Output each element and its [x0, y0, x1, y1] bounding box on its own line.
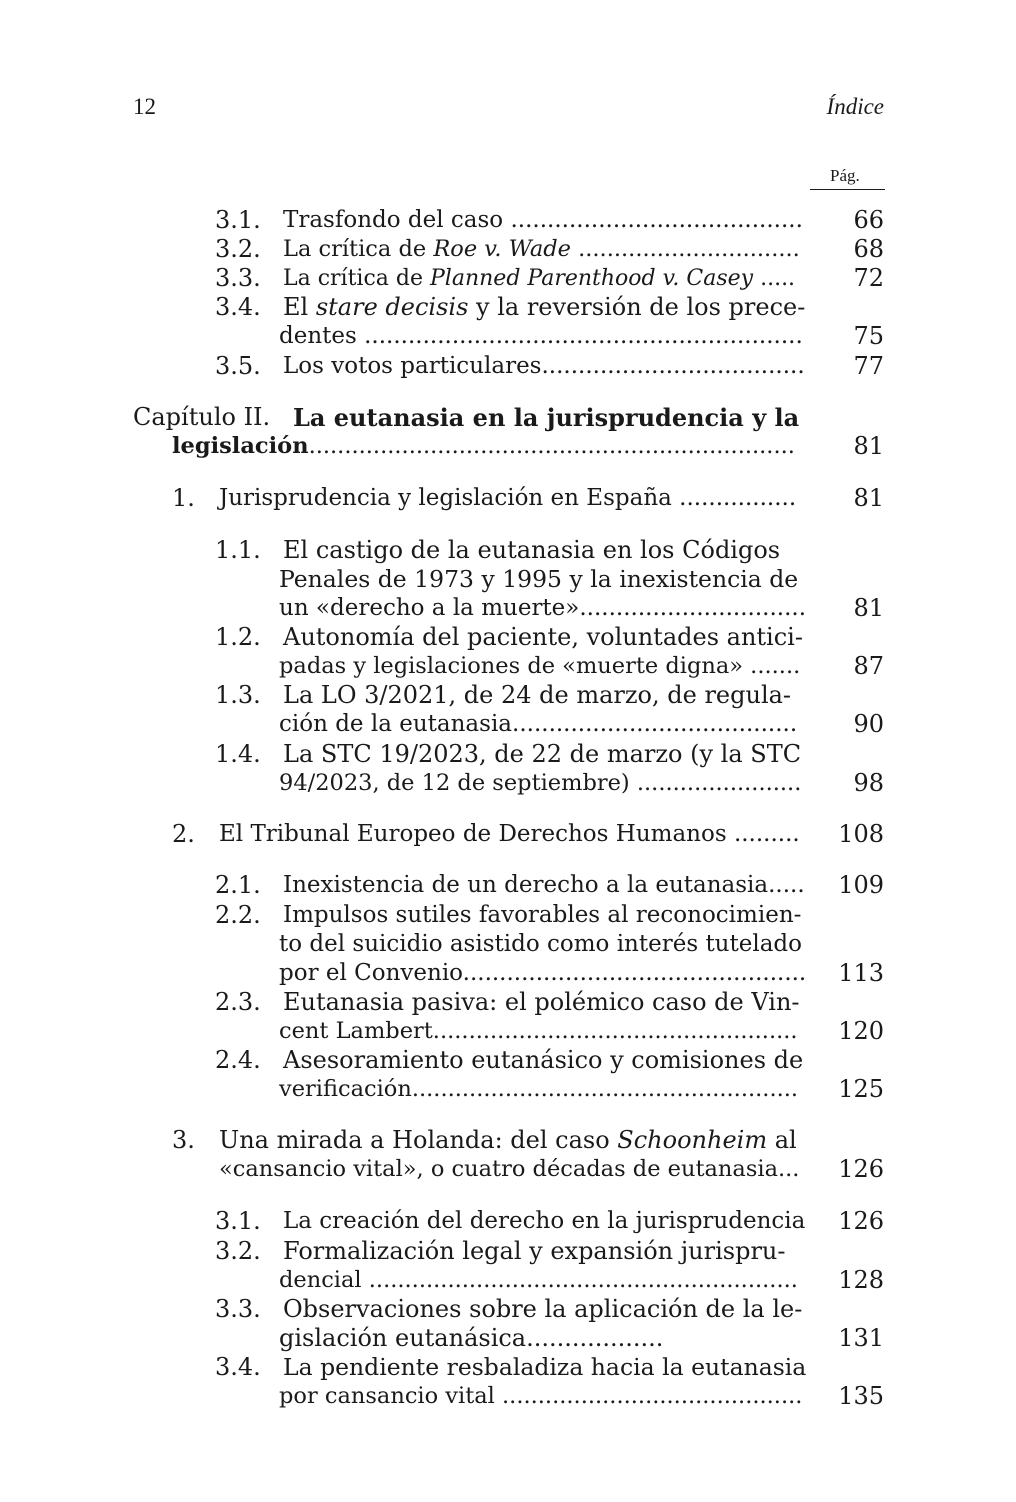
text-run: por el Convenio............................................... [279, 960, 807, 987]
toc-entry-number: 1. [172, 484, 195, 512]
text-run: al [767, 1126, 797, 1154]
toc-entry-text [283, 293, 805, 322]
toc-page-number: 66 [853, 206, 884, 234]
bold-heading: legislación [172, 433, 309, 460]
running-title: Índice [826, 94, 884, 119]
text-run: Inexistencia de un derecho a la eutanasia..... [283, 872, 805, 898]
toc-page-number: 120 [838, 1017, 884, 1046]
toc-entry-text [279, 769, 801, 798]
toc-entry-number: 1.3. [215, 681, 261, 709]
toc-entry-text [219, 1126, 797, 1155]
page-column-label: Pág. [830, 166, 860, 185]
toc-entry-text [283, 536, 780, 565]
text-run: gislación eutanásica.................. [279, 1324, 664, 1353]
text-run: Una mirada a Holanda: del caso [219, 1126, 618, 1154]
toc-entry-number: 2.1. [215, 871, 261, 899]
page-number: 12 [133, 94, 156, 119]
text-run: La crítica de [283, 236, 434, 262]
toc-page-number: 81 [853, 432, 884, 461]
text-run: El Tribunal Europeo de Derechos Humanos ......... [219, 821, 800, 847]
text-run: «cansancio vital», o cuatro décadas de eutanasia... [219, 1156, 800, 1183]
text-run: Impulsos sutiles favorables al reconocimien- [283, 902, 802, 928]
toc-entry-number: 3.3. [215, 1295, 261, 1323]
toc-entry-text [283, 1353, 806, 1382]
toc-entry-number: 3.1. [215, 1207, 261, 1235]
text-run: Eutanasia pasiva: el polémico caso de Vin- [283, 988, 800, 1016]
toc-entry-text [279, 1017, 798, 1046]
toc-entry-text [283, 206, 803, 235]
toc-entry-number: 3.5. [215, 352, 261, 380]
toc-entry-text [279, 930, 802, 959]
toc-entry-number: Capítulo II. [133, 403, 271, 431]
text-run: Jurisprudencia y legislación en España ................ [219, 485, 797, 511]
italic-title: Schoonheim [617, 1126, 768, 1154]
text-run: Penales de 1973 y 1995 y la inexistencia de [279, 565, 799, 594]
toc-page-number: 113 [838, 959, 884, 988]
toc-page-number: 126 [838, 1155, 884, 1184]
toc-page-number: 131 [838, 1324, 884, 1353]
toc-entry-number: 3. [172, 1126, 195, 1154]
italic-title: stare decisis [315, 293, 469, 321]
italic-title: Roe v. Wade [433, 236, 571, 262]
toc-entry-text [219, 484, 796, 513]
text-run: Trasfondo del caso ........................................ [283, 207, 803, 233]
toc-entry-number: 2.4. [215, 1046, 261, 1074]
toc-entry-number: 3.2. [215, 235, 261, 263]
text-run: 94/2023, de 12 de septiembre) ....................... [279, 770, 802, 797]
text-run: Asesoramiento eutanásico y comisiones de [283, 1046, 804, 1074]
toc-page-number: 77 [853, 352, 884, 380]
toc-page-number: 72 [853, 264, 884, 292]
toc-entry-text [283, 1237, 786, 1266]
toc-entry-text [279, 652, 800, 681]
toc-page-number: 90 [853, 710, 884, 739]
text-run: Formalización legal y expansión jurispru- [283, 1237, 786, 1265]
text-run: ............................... [570, 236, 800, 262]
toc-page-number: 125 [838, 1075, 884, 1104]
toc-entry-text [279, 594, 806, 623]
text-run: y la reversión de los prece- [468, 293, 806, 321]
toc-entry-text [219, 820, 800, 849]
text-run: por cansancio vital .......................................... [279, 1383, 803, 1410]
toc-entry-text [283, 623, 803, 652]
toc-page-number: 68 [853, 235, 884, 263]
toc-entry-text [279, 710, 797, 739]
toc-entry-number: 1.2. [215, 623, 261, 651]
toc-entry-text [279, 1266, 798, 1295]
toc-entry-number: 2. [172, 820, 195, 848]
toc-entry-number: 2.2. [215, 901, 261, 929]
toc-entry-text [279, 959, 806, 988]
toc-entry-text [293, 403, 799, 433]
toc-entry-number: 3.2. [215, 1237, 261, 1265]
toc-entry-text [283, 1295, 802, 1324]
bold-heading: La eutanasia en la jurisprudencia y la [293, 403, 800, 432]
toc-page-number: 87 [853, 652, 884, 681]
toc-entry-number: 3.1. [215, 206, 261, 234]
text-run: La pendiente resbaladiza hacia la eutanasia [283, 1353, 807, 1381]
text-run: cent Lambert................................................... [279, 1018, 798, 1045]
toc-entry-text [283, 1046, 803, 1075]
toc-entry-text [279, 1324, 663, 1353]
text-run: padas y legislaciones de «muerte digna» ....... [279, 653, 801, 680]
toc-entry-text [219, 1155, 799, 1184]
text-run: La LO 3/2021, de 24 de marzo, de regula- [283, 681, 792, 709]
toc-entry-text [283, 235, 800, 264]
toc-page-number: 81 [853, 594, 884, 623]
text-run: to del suicidio asistido como interés tutelado [279, 931, 802, 958]
italic-title: Planned Parenthood v. Casey [430, 266, 754, 291]
toc-entry-text [279, 1382, 802, 1411]
toc-entry-text [279, 565, 798, 594]
text-run: Observaciones sobre la aplicación de la le- [283, 1295, 803, 1323]
text-run: El [283, 293, 316, 321]
toc-entry-text [283, 1207, 805, 1236]
toc-entry-text [283, 871, 805, 900]
toc-page-number: 128 [838, 1266, 884, 1295]
toc-entry-number: 3.4. [215, 293, 261, 321]
toc-entry-text [279, 322, 803, 351]
toc-page-number: 135 [838, 1382, 884, 1411]
toc-page-number: 81 [853, 484, 884, 512]
page-column-rule [810, 189, 885, 190]
toc-entry-text [279, 1075, 798, 1104]
toc-page-number: 108 [838, 820, 884, 848]
toc-entry-number: 1.1. [215, 536, 261, 564]
text-run: .................................................................... [308, 433, 795, 460]
toc-entry-number: 3.4. [215, 1353, 261, 1381]
toc-entry-text [283, 264, 795, 293]
text-run: Autonomía del paciente, voluntades antici- [283, 623, 803, 651]
text-run: ..... [753, 266, 796, 291]
text-run: un «derecho a la muerte»............................... [279, 595, 807, 622]
text-run: dencial ............................................................ [279, 1267, 798, 1294]
toc-page-number: 126 [838, 1207, 884, 1235]
text-run: ción de la eutanasia....................................... [279, 711, 798, 738]
toc-entry-text [283, 988, 800, 1017]
toc-entry-text [283, 901, 801, 930]
toc-entry-text [283, 681, 791, 710]
text-run: verificación...................................................... [279, 1076, 799, 1103]
text-run: Los votos particulares.................................... [283, 353, 805, 379]
toc-page-number: 75 [853, 322, 884, 351]
toc-page-number: 98 [853, 769, 884, 798]
toc-entry-text [283, 352, 805, 381]
text-run: La crítica de [283, 266, 430, 291]
toc-entry-number: 3.3. [215, 264, 261, 292]
text-run: La creación del derecho en la jurisprudencia [283, 1208, 806, 1234]
text-run: dentes ............................................................ [279, 323, 803, 350]
text-run: La STC 19/2023, de 22 de marzo (y la STC [283, 740, 802, 768]
toc-entry-number: 1.4. [215, 740, 261, 768]
toc-page-number: 109 [838, 871, 884, 899]
text-run: El castigo de la eutanasia en los Códigos [283, 536, 781, 564]
toc-entry-text [283, 740, 801, 769]
toc-entry-text [172, 432, 795, 461]
toc-entry-number: 2.3. [215, 988, 261, 1016]
